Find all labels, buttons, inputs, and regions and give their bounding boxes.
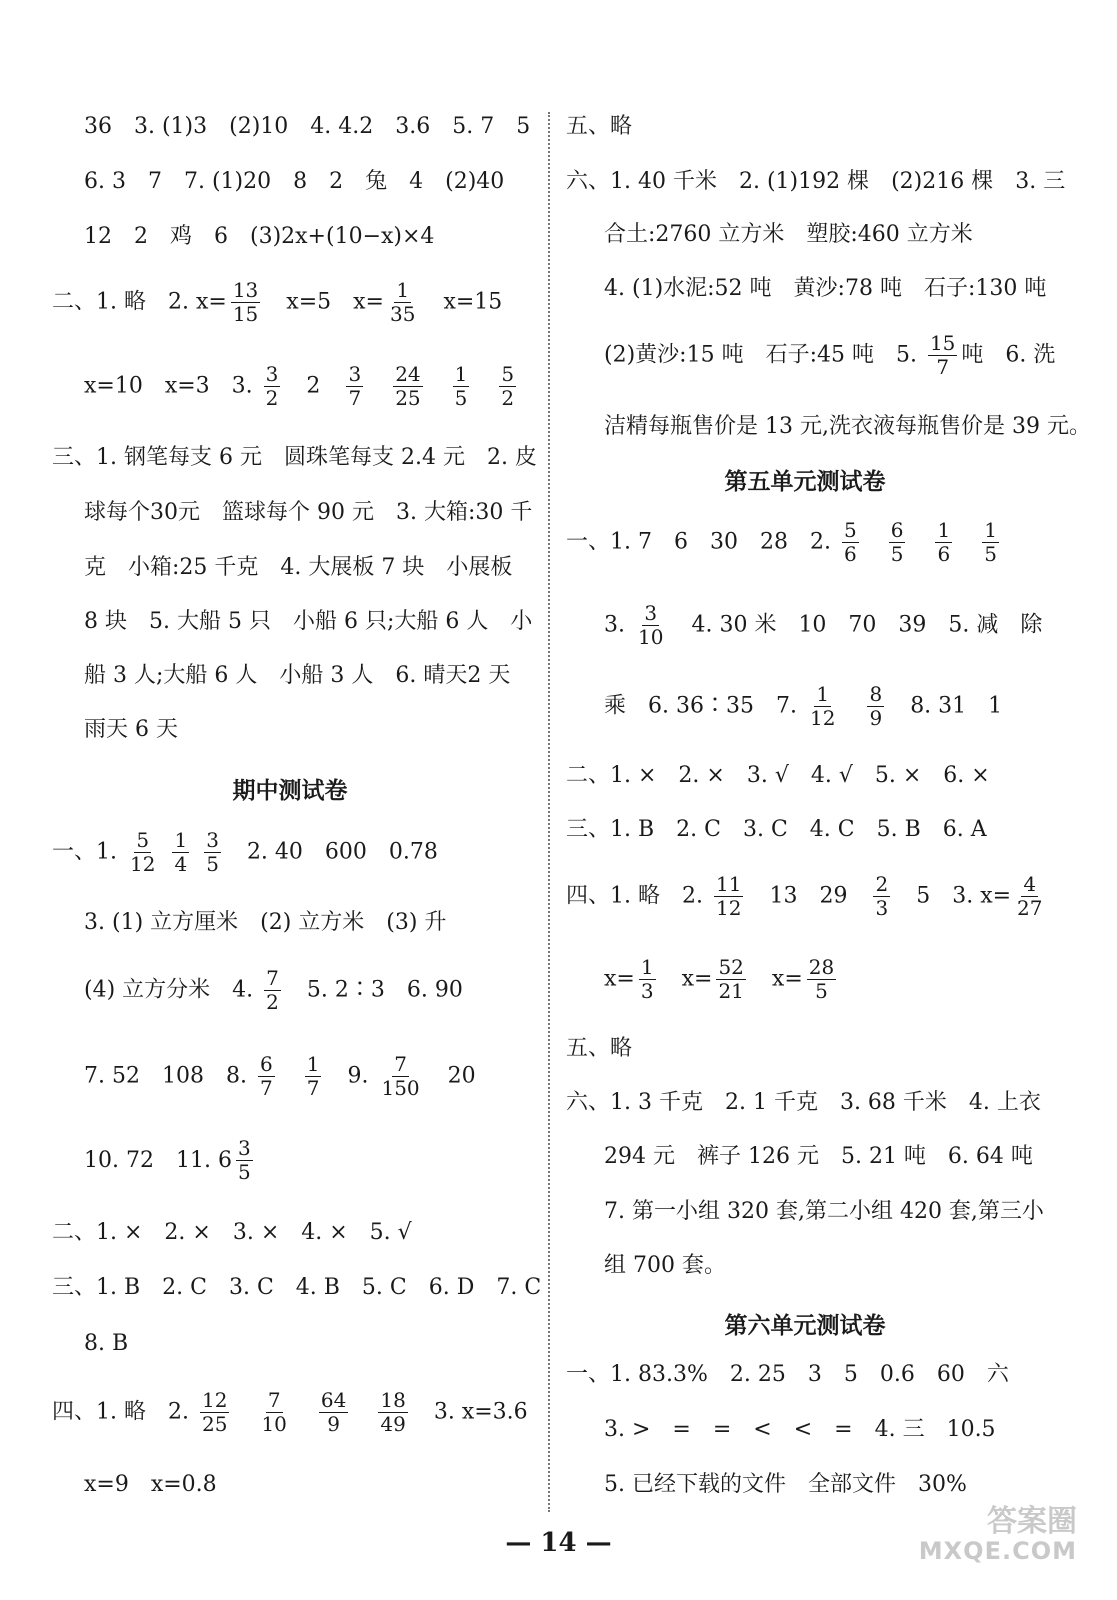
fraction: $\frac{7}{150}$ xyxy=(381,1052,420,1100)
fraction: $\frac{3}{5}$ xyxy=(206,828,219,876)
answer-line: 五、略 xyxy=(566,1036,633,1061)
section-heading: 第五单元测试卷 xyxy=(724,468,886,495)
fraction: $\frac{18}{49}$ xyxy=(380,1388,406,1436)
answer-line: 洁精每瓶售价是 13 元,洗衣液每瓶售价是 39 元。 xyxy=(604,414,1091,439)
fraction: $\frac{3}{2}$ xyxy=(265,362,279,410)
answer-line-fractions: 一、1. 7 6 30 28 2. $\frac{5}{6}$ $\frac{6}{5}$ $\frac{1}{6}$ $\frac{1}{5}$ xyxy=(566,518,997,566)
answer-line-fractions: 一、1. $\frac{5}{12}$ $\frac{1}{4}$ $\frac{3}{5}$ 2. 40 600 0.78 xyxy=(52,828,438,876)
answer-line: 8. B xyxy=(84,1331,129,1356)
answer-line: 一、1. 83.3% 2. 25 3 5 0.6 60 六 xyxy=(566,1362,1009,1387)
fraction: $\frac{1}{7}$ xyxy=(306,1052,320,1100)
answer-line-fractions: x=10 x=3 3. $\frac{3}{2}$ 2 $\frac{3}{7}$ $\frac{24}{25}$ $\frac{1}{5}$ $\frac{5}{2}$ xyxy=(84,362,515,410)
answer-line: 6. 3 7 7. (1)20 8 2 兔 4 (2)40 xyxy=(84,169,505,194)
watermark-logo: 答案圈 MXQE.COM xyxy=(918,1504,1077,1565)
fraction: $\frac{1}{3}$ xyxy=(640,955,654,1003)
fraction: $\frac{15}{7}$ xyxy=(929,331,956,379)
section-heading: 第六单元测试卷 xyxy=(724,1312,886,1339)
fraction: $\frac{5}{6}$ xyxy=(843,518,857,566)
fraction: $\frac{12}{25}$ xyxy=(201,1388,228,1436)
answer-line: 克 小箱:25 千克 4. 大展板 7 块 小展板 xyxy=(84,555,513,580)
answer-line: 三、1. B 2. C 3. C 4. C 5. B 6. A xyxy=(566,817,987,842)
answer-line: 六、1. 40 千米 2. (1)192 棵 (2)216 棵 3. 三 xyxy=(566,169,1066,194)
answer-line: 7. 第一小组 320 套,第二小组 420 套,第三小 xyxy=(604,1199,1044,1224)
answer-line: 二、1. × 2. × 3. √ 4. √ 5. × 6. × xyxy=(566,763,990,788)
answer-line: 5. 已经下载的文件 全部文件 30% xyxy=(604,1472,967,1497)
answer-line: 合土:2760 立方米 塑胶:460 立方米 xyxy=(604,222,973,247)
answer-line: 六、1. 3 千克 2. 1 千克 3. 68 千米 4. 上衣 xyxy=(566,1090,1041,1115)
answer-line-fractions: 四、1. 略 2. $\frac{11}{12}$ 13 29 $\frac{2}{3}$ 5 3. x= $\frac{4}{27}$ xyxy=(566,872,1043,920)
fraction: $\frac{1}{12}$ xyxy=(809,682,836,730)
fraction: $\frac{1}{5}$ xyxy=(454,362,468,410)
answer-line-fractions: 乘 6. 36∶35 7. $\frac{1}{12}$ $\frac{8}{9}$ 8. 31 1 xyxy=(604,682,1003,730)
answer-line-fractions: 7. 52 108 8. $\frac{6}{7}$ $\frac{1}{7}$ 9. $\frac{7}{150}$ 20 xyxy=(84,1052,476,1100)
answer-line: 3. > = = < < = 4. 三 10.5 xyxy=(604,1417,996,1442)
fraction: $\frac{5}{2}$ xyxy=(501,362,515,410)
fraction: $\frac{3}{7}$ xyxy=(348,362,362,410)
answer-line-fractions: 10. 72 11. 6 $\frac{3}{5}$ xyxy=(84,1136,251,1184)
answer-line: 组 700 套。 xyxy=(604,1253,726,1278)
page-number: — 14 — xyxy=(505,1528,612,1558)
answer-line: 船 3 人;大船 6 人 小船 3 人 6. 晴天2 天 xyxy=(84,663,511,688)
answer-line-fractions: (2)黄沙:15 吨 石子:45 吨 5. $\frac{15}{7}$ 吨 6. 洗 xyxy=(604,331,1056,379)
fraction: $\frac{52}{21}$ xyxy=(718,955,744,1003)
answer-line: 8 块 5. 大船 5 只 小船 6 只;大船 6 人 小 xyxy=(84,609,533,634)
answer-line-fractions: (4) 立方分米 4. $\frac{7}{2}$ 5. 2∶3 6. 90 xyxy=(84,966,463,1014)
column-divider xyxy=(548,112,550,1512)
fraction: $\frac{7}{10}$ xyxy=(261,1388,287,1436)
answer-line: x=9 x=0.8 xyxy=(84,1472,217,1497)
fraction: $\frac{8}{9}$ xyxy=(869,682,883,730)
answer-line: 三、1. B 2. C 3. C 4. B 5. C 6. D 7. C xyxy=(52,1275,542,1300)
fraction: $\frac{1}{5}$ xyxy=(984,518,997,566)
fraction: $\frac{7}{2}$ xyxy=(266,966,279,1014)
fraction: $\frac{5}{12}$ xyxy=(130,828,156,876)
fraction: $\frac{6}{5}$ xyxy=(890,518,904,566)
answer-line: 36 3. (1)3 (2)10 4. 4.2 3.6 5. 7 5 xyxy=(84,114,531,139)
answer-line: 12 2 鸡 6 (3)2x+(10−x)×4 xyxy=(84,224,435,249)
answer-line: 雨天 6 天 xyxy=(84,717,178,742)
answer-line: 球每个30元 篮球每个 90 元 3. 大箱:30 千 xyxy=(84,500,533,525)
answer-line: 二、1. × 2. × 3. × 4. × 5. √ xyxy=(52,1220,412,1245)
fraction: $\frac{2}{3}$ xyxy=(875,872,889,920)
fraction: $\frac{24}{25}$ xyxy=(395,362,421,410)
fraction: $\frac{3}{10}$ xyxy=(638,601,664,649)
fraction: $\frac{4}{27}$ xyxy=(1017,872,1043,920)
answer-line-fractions: 四、1. 略 2. $\frac{12}{25}$ $\frac{7}{10}$ $\frac{64}{9}$ $\frac{18}{49}$ 3. x=3.6 xyxy=(52,1388,528,1436)
fraction: $\frac{28}{5}$ xyxy=(808,955,835,1003)
answer-line: 五、略 xyxy=(566,114,633,139)
fraction: $\frac{3}{5}$ xyxy=(237,1136,251,1184)
fraction: $\frac{64}{9}$ xyxy=(320,1388,347,1436)
fraction: $\frac{1}{6}$ xyxy=(937,518,951,566)
answer-line-fractions: 3. $\frac{3}{10}$ 4. 30 米 10 70 39 5. 减 除 xyxy=(604,601,1043,649)
answer-line-fractions: x= $\frac{1}{3}$ x= $\frac{52}{21}$ x= $\frac{28}{5}$ xyxy=(604,955,835,1003)
fraction: $\frac{13}{15}$ xyxy=(232,278,259,326)
fraction: $\frac{6}{7}$ xyxy=(259,1052,273,1100)
answer-line: 4. (1)水泥:52 吨 黄沙:78 吨 石子:130 吨 xyxy=(604,276,1047,301)
answer-line: 294 元 裤子 126 元 5. 21 吨 6. 64 吨 xyxy=(604,1144,1033,1169)
fraction: $\frac{1}{35}$ xyxy=(389,278,416,326)
fraction: $\frac{1}{4}$ xyxy=(174,828,188,876)
section-heading: 期中测试卷 xyxy=(232,777,348,804)
answer-line: 三、1. 钢笔每支 6 元 圆珠笔每支 2.4 元 2. 皮 xyxy=(52,445,537,470)
answer-line-fractions: 二、1. 略 2. x= $\frac{13}{15}$ x=5 x= $\frac{1}{35}$ x=15 xyxy=(52,278,503,326)
fraction: $\frac{11}{12}$ xyxy=(715,872,742,920)
answer-line: 3. (1) 立方厘米 (2) 立方米 (3) 升 xyxy=(84,910,447,935)
